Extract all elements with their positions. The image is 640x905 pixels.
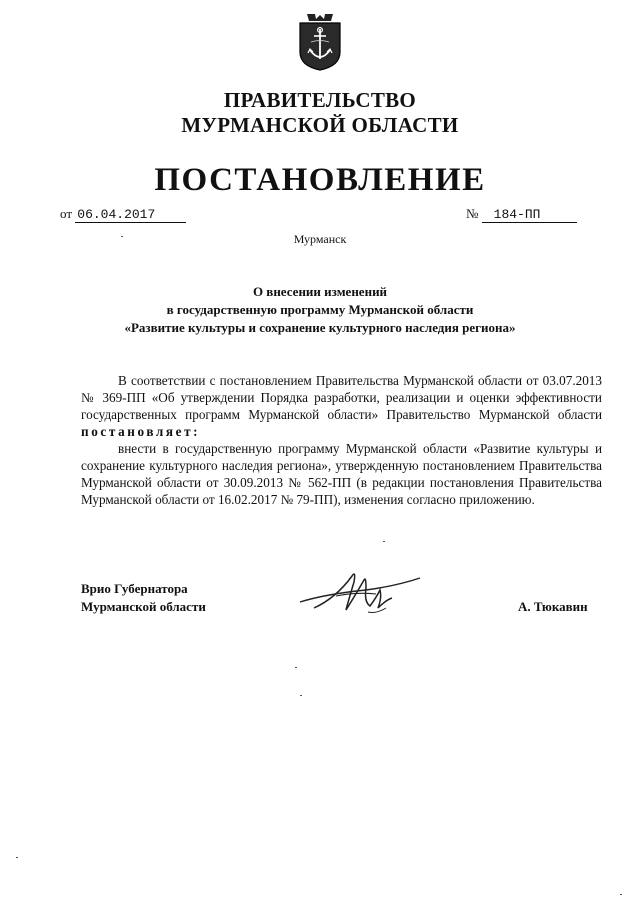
scan-speck [300,695,302,696]
subject-line: «Развитие культуры и сохранение культурного наследия региона» [124,320,516,335]
signer-position [81,580,206,616]
scan-speck [295,667,297,668]
handwritten-signature [296,568,424,620]
document-subject [0,283,640,337]
document-type-title: ПОСТАНОВЛЕНИЕ [154,162,486,198]
coat-of-arms-icon [297,12,343,72]
subject-line: О внесении изменений [252,284,388,299]
document-date [60,206,186,223]
scan-speck [16,857,18,858]
signer-name: А. Тюкавин [518,599,588,614]
scan-speck [121,236,123,237]
document-number [466,206,577,223]
signer-position-line: Врио Губернатора [81,581,188,596]
signer-position-line: Мурманской области [81,599,206,614]
body-paragraph: внести в государственную программу Мурманской области «Развитие культуры и сохранение культурного наследия региона», утвержденную постановлением Правительства Мурманской области от 30.09.2013 № 562-ПП (в редакции постановления Правительства Мурманской области от 16.02.2017 № 79-ПП), изменения согласно приложению. [81,441,602,507]
document-city: Мурманск [293,232,347,246]
scan-speck [620,894,622,895]
number-prefix: № [466,206,479,221]
date-prefix: от [60,206,73,221]
decision-word: постановляет: [81,424,201,439]
subject-line: в государственную программу Мурманской области [166,302,474,317]
org-name-line2: МУРМАНСКОЙ ОБЛАСТИ [181,113,459,137]
date-value: 06.04.2017 [75,207,186,223]
document-body [81,372,602,508]
scan-speck [383,541,385,542]
body-paragraph [81,372,602,440]
number-value: 184-ПП [482,207,577,223]
paragraph-text: В соответствии с постановлением Правительства Мурманской области от 03.07.2013 № 369-ПП «Об утверждении Порядка разработки, реализации и оценки эффективности государственных программ Мурманской области» Правительство Мурманской области [81,373,602,422]
org-name-line1: ПРАВИТЕЛЬСТВО [223,88,417,112]
